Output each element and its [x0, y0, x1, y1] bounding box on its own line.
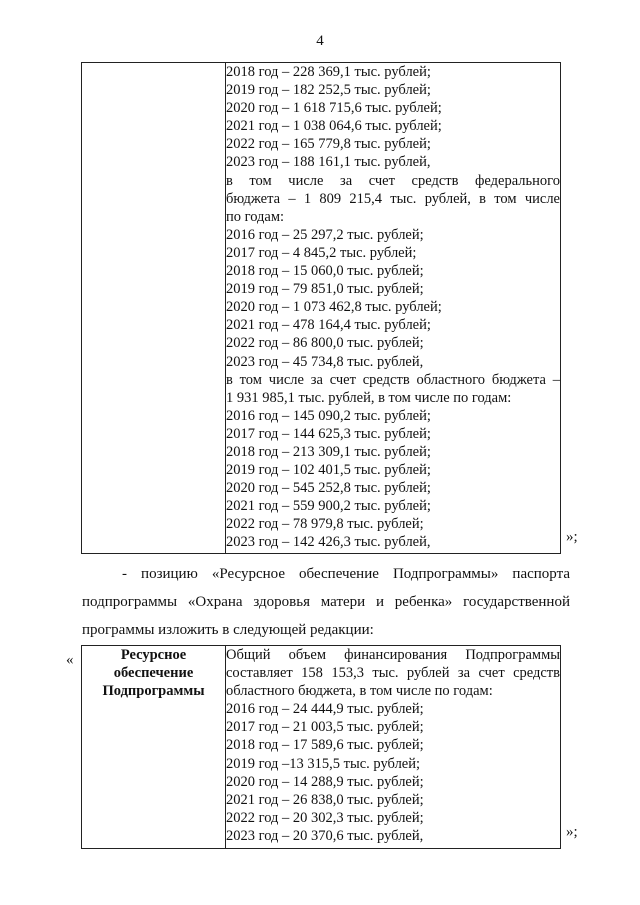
- table-label-cell: [82, 646, 226, 849]
- funding-line: бюджета – 1 809 215,4 тыс. рублей, в том числе: [226, 190, 560, 207]
- page-number: 4: [316, 33, 324, 49]
- paragraph-line: программы изложить в следующей редакции:: [82, 622, 374, 638]
- funding-line: 2022 год – 86 800,0 тыс. рублей;: [226, 335, 424, 352]
- funding-line: в том числе за счет средств федерального: [226, 172, 560, 189]
- funding-lines: [226, 646, 560, 845]
- closing-quote: »;: [566, 824, 578, 840]
- funding-line: 2019 год – 79 851,0 тыс. рублей;: [226, 281, 424, 298]
- funding-line: 2021 год – 1 038 064,6 тыс. рублей;: [226, 118, 442, 135]
- funding-line: 2017 год – 21 003,5 тыс. рублей;: [226, 719, 424, 736]
- opening-quote: «: [66, 652, 74, 668]
- funding-line: областного бюджета, в том числе по годам:: [226, 683, 493, 700]
- funding-line: 2020 год – 545 252,8 тыс. рублей;: [226, 480, 431, 497]
- funding-line: 2021 год – 559 900,2 тыс. рублей;: [226, 498, 431, 515]
- instruction-paragraph: [82, 560, 570, 644]
- paragraph-line: подпрограммы «Охрана здоровья матери и ребенка» государственной: [82, 594, 570, 610]
- funding-line: 2016 год – 145 090,2 тыс. рублей;: [226, 407, 431, 424]
- funding-line: 2020 год – 14 288,9 тыс. рублей;: [226, 773, 424, 790]
- funding-line: 2016 год – 24 444,9 тыс. рублей;: [226, 701, 424, 718]
- funding-line: 2022 год – 20 302,3 тыс. рублей;: [226, 809, 424, 826]
- label-line: Подпрограммы: [102, 683, 205, 699]
- funding-line: 2019 год – 182 252,5 тыс. рублей;: [226, 82, 431, 99]
- funding-line: 2022 год – 165 779,8 тыс. рублей;: [226, 136, 431, 153]
- funding-line: 2017 год – 4 845,2 тыс. рублей;: [226, 244, 417, 261]
- funding-line: 2018 год – 213 309,1 тыс. рублей;: [226, 443, 431, 460]
- funding-line: 2018 год – 17 589,6 тыс. рублей;: [226, 737, 424, 754]
- funding-line: по годам:: [226, 208, 285, 225]
- funding-line: 2020 год – 1 073 462,8 тыс. рублей;: [226, 299, 442, 316]
- funding-line: 2021 год – 478 164,4 тыс. рублей;: [226, 317, 431, 334]
- label-line: Ресурсное: [120, 647, 187, 663]
- funding-line: 2023 год – 142 426,3 тыс. рублей,: [226, 534, 431, 551]
- funding-line: 2018 год – 228 369,1 тыс. рублей;: [226, 64, 431, 80]
- paragraph-line: - позицию «Ресурсное обеспечение Подпрограммы» паспорта: [122, 566, 570, 582]
- funding-line: 2017 год – 144 625,3 тыс. рублей;: [226, 425, 431, 442]
- funding-line: 2023 год – 20 370,6 тыс. рублей,: [226, 827, 424, 844]
- funding-line: 2019 год –13 315,5 тыс. рублей;: [226, 755, 421, 772]
- funding-line: 2018 год – 15 060,0 тыс. рублей;: [226, 263, 424, 280]
- funding-line: 2022 год – 78 979,8 тыс. рублей;: [226, 516, 424, 533]
- closing-quote: »;: [566, 529, 578, 545]
- funding-line: Общий объем финансирования Подпрограммы: [226, 647, 560, 663]
- funding-line: составляет 158 153,3 тыс. рублей за счет средств: [226, 665, 560, 682]
- funding-lines: [226, 63, 560, 552]
- resource-table-continued: [81, 62, 561, 554]
- funding-line: 2023 год – 188 161,1 тыс. рублей,: [226, 154, 431, 171]
- label-line: обеспечение: [113, 665, 194, 681]
- funding-line: 2021 год – 26 838,0 тыс. рублей;: [226, 791, 424, 808]
- resource-table-new: [81, 645, 561, 849]
- funding-line: в том числе за счет средств областного бюджета –: [226, 371, 560, 388]
- funding-line: 2020 год – 1 618 715,6 тыс. рублей;: [226, 100, 442, 117]
- funding-line: 2023 год – 45 734,8 тыс. рублей,: [226, 353, 424, 370]
- funding-line: 2019 год – 102 401,5 тыс. рублей;: [226, 462, 431, 479]
- table-content-cell: [226, 646, 561, 849]
- funding-line: 2016 год – 25 297,2 тыс. рублей;: [226, 226, 424, 243]
- table-content-cell: [226, 63, 561, 554]
- table-label-cell: [82, 63, 226, 554]
- funding-line: 1 931 985,1 тыс. рублей, в том числе по годам:: [226, 389, 512, 406]
